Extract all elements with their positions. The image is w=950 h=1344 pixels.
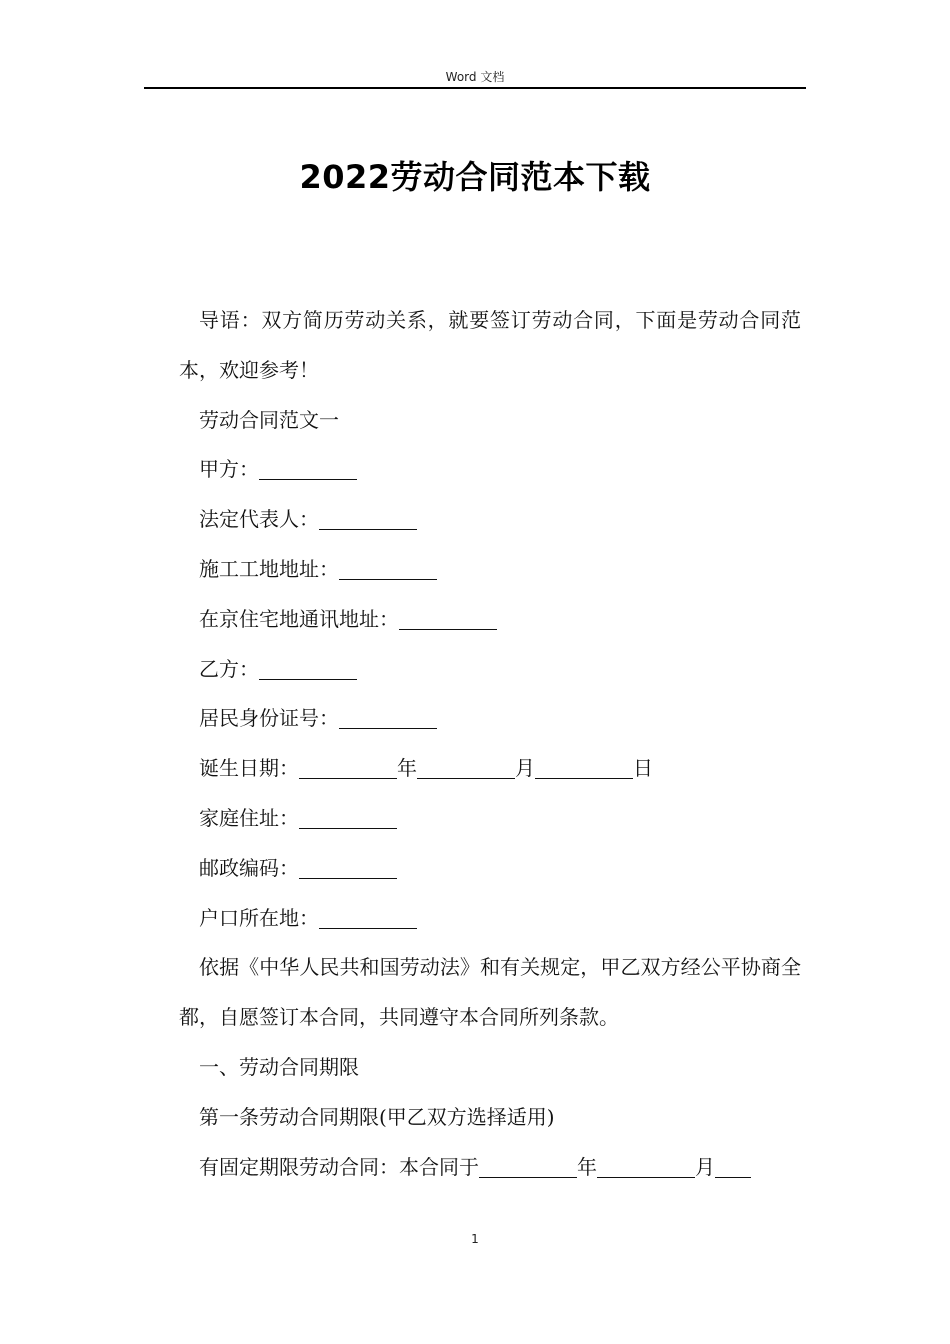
beijing-address-blank (399, 607, 497, 630)
party-a-blank (259, 457, 357, 480)
fixed-term-year-label: 年 (577, 1154, 597, 1179)
home-address-label: 家庭住址： (199, 805, 299, 830)
article-one-heading: 第一条劳动合同期限(甲乙双方选择适用) (199, 1104, 555, 1129)
birth-date-line (179, 744, 801, 794)
birth-year-blank (299, 756, 397, 779)
document-body (179, 296, 801, 1192)
party-b-blank (259, 657, 357, 680)
party-a-line (179, 445, 801, 495)
fixed-term-line (179, 1143, 801, 1193)
party-b-label: 乙方： (199, 656, 259, 681)
fixed-term-label: 有固定期限劳动合同：本合同于 (199, 1154, 479, 1179)
page-number: 1 (471, 1232, 479, 1246)
site-address-label: 施工工地地址： (199, 556, 339, 581)
id-number-label: 居民身份证号： (199, 706, 339, 731)
postal-code-line (179, 844, 801, 894)
household-blank (319, 906, 417, 929)
id-number-blank (339, 706, 437, 729)
fixed-term-day-blank (715, 1155, 751, 1178)
household-label: 户口所在地： (199, 905, 319, 930)
birth-day-label: 日 (633, 756, 653, 781)
birth-month-label: 月 (515, 756, 535, 781)
site-address-line (179, 545, 801, 595)
section-one-heading: 一、劳动合同期限 (199, 1054, 359, 1079)
beijing-address-label: 在京住宅地通讯地址： (199, 606, 399, 631)
home-address-line (179, 794, 801, 844)
birth-date-label: 诞生日期： (199, 756, 299, 781)
postal-code-blank (299, 856, 397, 879)
legal-rep-line (179, 495, 801, 545)
legal-rep-label: 法定代表人： (199, 507, 319, 532)
party-a-label: 甲方： (199, 457, 259, 482)
id-number-line (179, 694, 801, 744)
legal-rep-blank (319, 507, 417, 530)
page-header-label: Word 文档 (445, 70, 505, 84)
beijing-address-line (179, 595, 801, 645)
fixed-term-year-blank (479, 1155, 577, 1178)
household-line (179, 894, 801, 944)
home-address-blank (299, 806, 397, 829)
document-title: 2022劳动合同范本下载 (299, 158, 651, 196)
birth-month-blank (417, 756, 515, 779)
birth-day-blank (535, 756, 633, 779)
intro-paragraph: 导语：双方简历劳动关系，就要签订劳动合同，下面是劳动合同范本，欢迎参考！ (179, 308, 801, 382)
postal-code-label: 邮政编码： (199, 855, 299, 880)
party-b-line (179, 645, 801, 695)
birth-year-label: 年 (397, 756, 417, 781)
fixed-term-month-label: 月 (695, 1154, 715, 1179)
fixed-term-month-blank (597, 1155, 695, 1178)
site-address-blank (339, 557, 437, 580)
sample-heading: 劳动合同范文一 (199, 407, 339, 432)
legal-basis-paragraph: 依据《中华人民共和国劳动法》和有关规定，甲乙双方经公平协商全都，自愿签订本合同，共同遵守本合同所列条款。 (179, 955, 801, 1030)
header-divider (144, 87, 806, 89)
